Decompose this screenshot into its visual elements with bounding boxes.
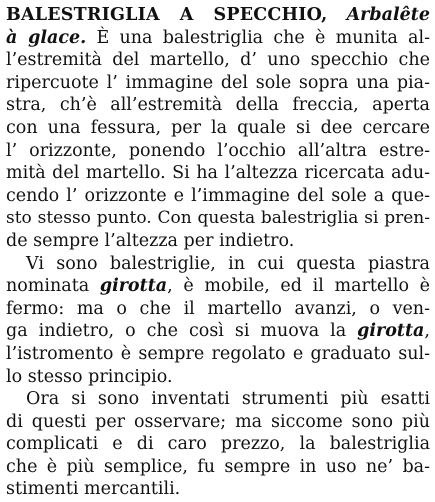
text-fragment: È una balestriglia che è munita al- bbox=[96, 27, 430, 48]
text-line: stra, ch’è all’estremità della freccia, aperta bbox=[6, 95, 430, 116]
text-fragment: , è mobile, ed il martello è bbox=[167, 276, 430, 297]
text-line: sto stesso punto. Con questa balestriglia si pren- bbox=[6, 208, 430, 229]
text-line: mità del martello. Si ha l’altezza ricercata adu- bbox=[6, 163, 430, 184]
text-line bbox=[6, 275, 430, 298]
text-line: de sempre l’altezza per indietro. bbox=[6, 230, 295, 251]
french-term: Arbalête bbox=[346, 5, 430, 25]
text-fragment: nominata bbox=[6, 276, 90, 297]
text-line: complicati e di caro prezzo, la balestriglia bbox=[6, 434, 430, 455]
text-fragment: , bbox=[424, 321, 430, 342]
text-line: di questi per osservare; ma siccome sono più bbox=[6, 411, 430, 432]
text-line: con una fessura, per la quale si dee cercare bbox=[6, 117, 430, 138]
text-line: cendo l’ orizzonte e l’immagine del sole a que- bbox=[6, 185, 430, 206]
paragraph-other-instruments bbox=[6, 388, 430, 501]
term-girotta: girotta bbox=[357, 321, 425, 342]
entry-headword: BALESTRIGLIA A SPECCHIO, bbox=[6, 5, 328, 25]
french-term-continued: à glace. bbox=[6, 27, 87, 48]
text-line: lo stesso principio. bbox=[6, 366, 173, 387]
text-line: stimenti mercantili. bbox=[6, 479, 181, 500]
text-line: ripercuote l’ immagine del sole sopra una pia- bbox=[6, 72, 430, 93]
text-line: che è più semplice, fu sempre in uso ne’ ba- bbox=[6, 456, 430, 477]
text-fragment: ga indietro, o che così si muova la bbox=[6, 321, 347, 342]
paragraph-definition bbox=[6, 4, 430, 253]
text-line bbox=[6, 320, 430, 343]
text-line: l’ orizzonte, ponendo l’occhio all’altra estre- bbox=[6, 140, 430, 161]
text-line: l’istromento è sempre regolato e graduato sul- bbox=[6, 343, 430, 364]
paragraph-girotta bbox=[6, 253, 430, 389]
text-line: Vi sono balestriglie, in cui questa piastra bbox=[26, 253, 430, 274]
text-line: Ora si sono inventati strumenti più esatti bbox=[26, 389, 430, 410]
term-girotta: girotta bbox=[99, 276, 168, 297]
text-line: fermo: ma o che il martello avanzi, o ven- bbox=[6, 298, 430, 319]
text-line: l’estremità del martello, d’ uno specchio che bbox=[6, 50, 430, 71]
text-line bbox=[6, 27, 430, 50]
entry-heading-line bbox=[6, 4, 430, 27]
